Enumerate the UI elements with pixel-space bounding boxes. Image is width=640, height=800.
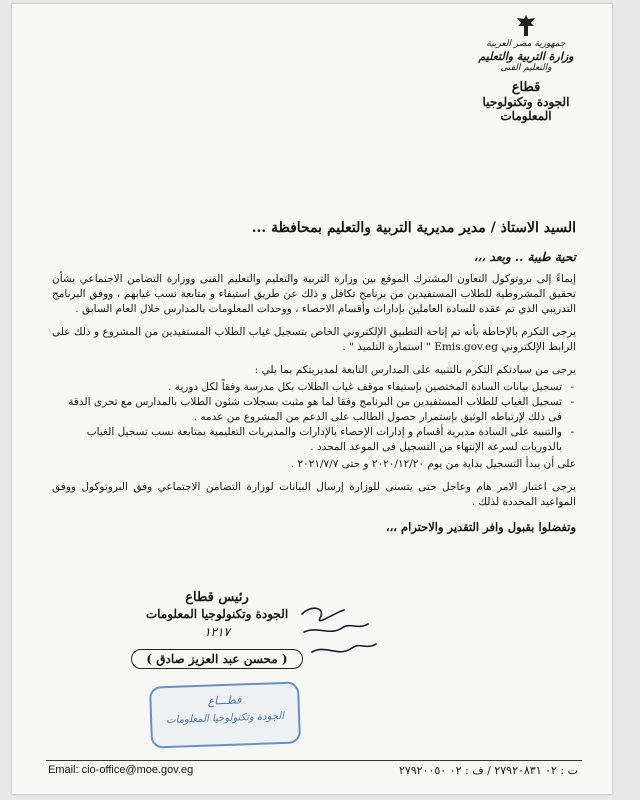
ministry-line-1: جمهورية مصر العربية <box>486 39 566 49</box>
signatory-title: رئيس قطاع <box>185 590 249 605</box>
paragraph-4: على أن يبدأ التسجيل بداية من يوم ٢٠٢٠/١٢/٢٠ و حتى ٢٠٢١/٧/٧ . <box>290 458 576 470</box>
paragraph-2: يرجى التكرم بالإحاطة بأنه تم إتاحة التطبيق الإلكتروني الخاص بتسجيل غياب الطلاب المستفيدين من المشروع و ذلك على الرابط الإلكتروني Emis.gov.eg " استمارة التلميذ " . <box>52 326 576 353</box>
letterhead <box>456 14 596 123</box>
stamp-line-2: الجودة وتكنولوجيا المعلومات <box>165 710 285 727</box>
eagle-emblem-icon <box>513 14 539 38</box>
letter-body <box>52 220 576 534</box>
signatory-name: ( محسن عبد العزيز صادق ) <box>131 649 302 669</box>
greeting: تحية طيبة .. وبعد ،،، <box>473 250 576 264</box>
contact-phones: ت : ٠٢ ٢٧٩٢٠٨٣١ / ف : ٠٢ ٢٧٩٢٠٠٥٠ <box>398 764 578 777</box>
contact-email: Email: cio-office@moe.gov.eg <box>48 764 194 776</box>
instructions-list <box>52 380 576 455</box>
department-stamp <box>149 681 301 748</box>
paragraph-3: يرجى من سيادتكم التكرم بالتنبيه على المدارس التابعة لمديريتكم بما يلي : <box>254 364 576 376</box>
paragraph-5: يرجى اعتبار الامر هام وعاجل حتى يتسنى للوزارة إرسال البيانات لوزارة التضامن الاجتماعي وفق البروتوكول ووفق المواعيد المحددة لذلك . <box>52 481 576 508</box>
sector-title: قطاع <box>511 80 541 95</box>
signatory-department: الجودة وتكنولوجيا المعلومات <box>145 607 289 621</box>
stamp-line-1: قطـــاع <box>207 693 242 708</box>
signature-number: ١٢١٧ <box>204 625 230 639</box>
footer-divider <box>46 760 582 761</box>
ministry-line-2: وزارة التربية والتعليم <box>478 50 574 63</box>
handwritten-signature-icon <box>292 600 382 670</box>
letter-page <box>12 4 612 794</box>
sector-subtitle: الجودة وتكنولوجيا المعلومات <box>482 95 570 123</box>
signature-block <box>122 590 312 669</box>
list-item: - تسجيل الغياب للطلاب المستفيدين من البرنامج وفقا لما هو مثبت بسجلات شئون الطلاب بالمدارس مع تحرى الدقة فى ذلك لإرتباطه الوثيق بإستمرار حصول الطالب على الدعم من المشروع من عدمه . <box>52 395 562 425</box>
paragraph-1: إيماءً إلى بروتوكول التعاون المشترك الموقع بين وزارة التربية والتعليم والتعليم الفنى ووزارة التضامن الاجتماعي بشأن تحقيق المشروطية للطلاب المستفيدين من برنامج تكافل و ذلك عن طريق استيفاء و متابعة نسب غيابهم ، ووفق البرنامج التدريبي الذي تم عقده للسادة العاملين بإدارات وأقسام الاحصاء ، ووحدات المعلومات بالمدارس خلال العام السابق . <box>52 273 576 315</box>
list-item: - تسجيل بيانات السادة المختصين بإستيفاء موقف غياب الطلاب بكل مدرسة وفقاً لكل دورية . <box>52 380 562 395</box>
addressee: السيد الاستاذ / مدير مديرية التربية والتعليم بمحافظة ... <box>251 220 576 236</box>
ministry-line-3: والتعليم الفنى <box>500 63 552 73</box>
list-item: - والتنبيه على السادة مديرية أقسام و إدارات الإحصاء بالإدارات والمديريات التعليمية بمتابعة نسب تسجيل الغياب بالدوريات لسرعة الإنتهاء من التسجيل فى الموعد المحدد . <box>52 425 562 455</box>
closing: وتفضلوا بقبول وافر التقدير والاحترام ،،، <box>385 520 576 534</box>
